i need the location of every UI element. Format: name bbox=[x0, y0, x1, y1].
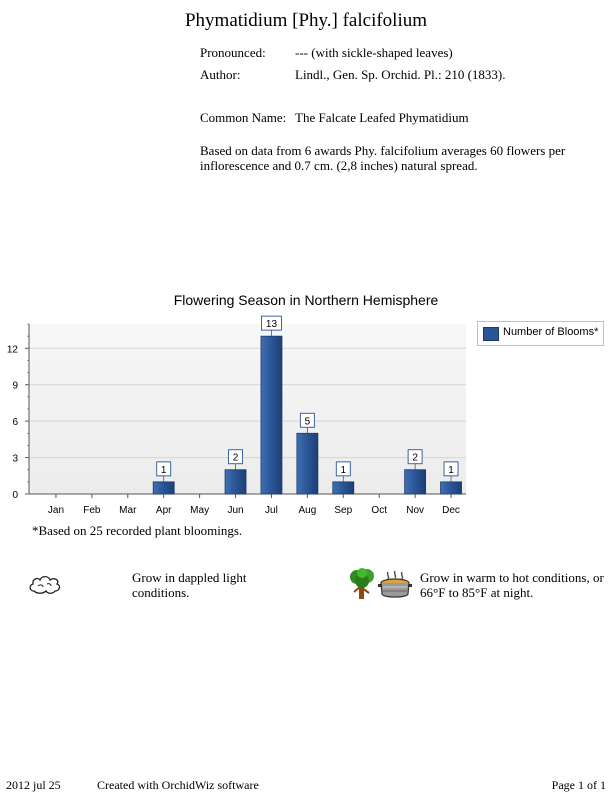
y-tick-label: 0 bbox=[12, 490, 18, 501]
temp-text-line-1: Grow in warm to hot conditions, or bbox=[420, 570, 604, 585]
chart-title: Flowering Season in Northern Hemisphere bbox=[173, 292, 439, 308]
x-tick-label: Apr bbox=[155, 505, 172, 515]
summary-line-2: inflorescence and 0.7 cm. (2,8 inches) natural spread. bbox=[200, 158, 478, 173]
summary-line-1: Based on data from 6 awards Phy. falcifolium averages 60 flowers per bbox=[200, 143, 566, 158]
cloud-icon bbox=[28, 574, 62, 596]
footer-page: Page 1 of 1 bbox=[551, 778, 606, 792]
author-value: Lindl., Gen. Sp. Orchid. Pl.: 210 (1833). bbox=[295, 67, 506, 82]
flowering-chart bbox=[0, 310, 470, 515]
light-text-line-1: Grow in dappled light bbox=[132, 570, 247, 585]
temp-text-line-2: 66°F to 85°F at night. bbox=[420, 585, 534, 600]
bar bbox=[225, 470, 246, 494]
common-name-value: The Falcate Leafed Phymatidium bbox=[295, 110, 469, 125]
x-tick-label: Mar bbox=[119, 505, 137, 515]
data-label: 5 bbox=[304, 416, 311, 428]
data-label: 1 bbox=[160, 464, 167, 476]
x-tick-label: May bbox=[190, 505, 210, 515]
x-tick-label: Jul bbox=[265, 505, 278, 515]
footer-created-with: Created with OrchidWiz software bbox=[97, 778, 259, 792]
y-tick-label: 6 bbox=[12, 417, 18, 429]
x-tick-label: Oct bbox=[371, 505, 387, 515]
legend-swatch bbox=[483, 327, 499, 341]
x-tick-label: Dec bbox=[442, 505, 460, 515]
common-name-label: Common Name: bbox=[200, 110, 287, 125]
y-tick-label: 12 bbox=[6, 344, 18, 356]
plot-background bbox=[29, 324, 466, 494]
bar bbox=[297, 433, 318, 494]
chart-legend bbox=[477, 321, 604, 346]
footer-date: 2012 jul 25 bbox=[6, 778, 61, 792]
bar bbox=[405, 470, 426, 494]
light-text-line-2: conditions. bbox=[132, 585, 190, 600]
x-tick-label: Jan bbox=[47, 505, 65, 515]
data-label: 2 bbox=[412, 452, 418, 464]
legend-label: Number of Blooms* bbox=[503, 326, 599, 338]
cooking-pot-icon bbox=[378, 570, 412, 600]
y-tick-label: 9 bbox=[12, 380, 18, 392]
chart-footnote: *Based on 25 recorded plant bloomings. bbox=[32, 523, 243, 538]
x-tick-label: Sep bbox=[334, 505, 353, 515]
pronounced-value: --- (with sickle-shaped leaves) bbox=[295, 45, 453, 60]
bar bbox=[333, 482, 354, 494]
tree-icon bbox=[348, 568, 376, 600]
data-label: 1 bbox=[340, 464, 347, 476]
bar bbox=[441, 482, 462, 494]
bar bbox=[261, 336, 282, 494]
data-label: 13 bbox=[265, 319, 278, 331]
data-label: 2 bbox=[232, 452, 239, 464]
x-tick-label: Aug bbox=[298, 505, 317, 515]
data-label: 1 bbox=[448, 464, 454, 476]
x-tick-label: Feb bbox=[83, 505, 101, 515]
x-tick-label: Jun bbox=[227, 505, 244, 515]
y-tick-label: 3 bbox=[12, 453, 18, 465]
page-title: Phymatidium [Phy.] falcifolium bbox=[184, 10, 428, 31]
author-label: Author: bbox=[200, 67, 241, 82]
pronounced-label: Pronounced: bbox=[200, 45, 266, 60]
bar bbox=[153, 482, 174, 494]
x-tick-label: Nov bbox=[406, 505, 425, 515]
